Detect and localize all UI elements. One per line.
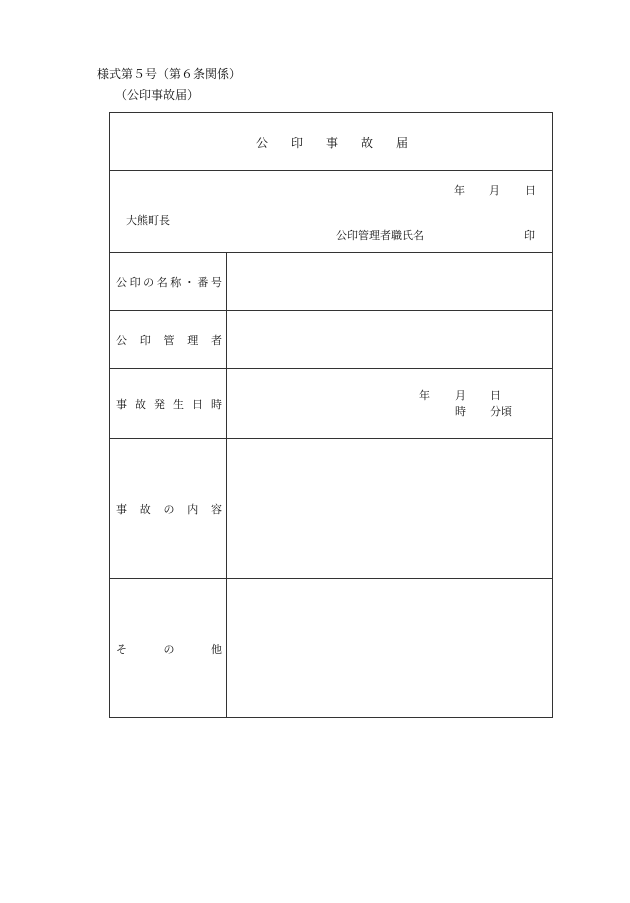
label-char: 生	[173, 398, 184, 411]
label-char: 時	[211, 398, 222, 411]
date-day: 日	[525, 184, 536, 197]
incident-year: 年	[419, 389, 430, 402]
form-name: （公印事故届）	[115, 88, 200, 102]
label-char: 他	[211, 643, 222, 656]
label-char: 印	[129, 276, 141, 289]
form-title-char: 故	[360, 136, 373, 150]
row-label-seal-manager	[116, 334, 222, 347]
label-char: 印	[139, 334, 151, 347]
label-char: 事	[116, 503, 127, 516]
label-char: 事	[116, 398, 127, 411]
label-char: 内	[187, 503, 199, 516]
divider	[110, 438, 552, 439]
label-char: 故	[139, 503, 151, 516]
row-label-incident-details	[116, 503, 222, 516]
form-title	[256, 136, 408, 150]
label-char: 故	[135, 398, 146, 411]
form-title-char: 印	[290, 136, 303, 150]
applicant-label: 公印管理者職氏名	[336, 229, 424, 242]
row-label-other	[116, 643, 222, 656]
form-title-char: 届	[395, 136, 408, 150]
row-label-incident-datetime	[116, 398, 222, 411]
date-year: 年	[454, 184, 465, 197]
label-char: 番	[197, 276, 209, 289]
row-label-seal-name	[116, 276, 222, 289]
date-month: 月	[489, 184, 500, 197]
seal-mark: 印	[524, 229, 535, 242]
column-divider	[226, 252, 227, 718]
label-char: 管	[163, 334, 175, 347]
form-title-char: 事	[325, 136, 338, 150]
divider	[110, 578, 552, 579]
label-char: 理	[187, 334, 199, 347]
label-char: 公	[116, 334, 127, 347]
incident-hour: 時	[455, 405, 466, 418]
divider	[110, 170, 552, 171]
form-title-char: 公	[256, 136, 269, 150]
divider	[110, 252, 552, 253]
addressee: 大熊町長	[126, 214, 170, 227]
divider	[110, 310, 552, 311]
form-table	[109, 112, 553, 718]
label-char: の	[163, 503, 175, 516]
label-char: ・	[183, 276, 195, 289]
form-number: 様式第５号（第６条関係）	[97, 67, 242, 81]
label-char: 容	[211, 503, 222, 516]
label-char: 称	[170, 276, 182, 289]
label-char: 者	[211, 334, 222, 347]
label-char: 名	[156, 276, 168, 289]
incident-month: 月	[455, 389, 466, 402]
label-char: の	[143, 276, 155, 289]
label-char: の	[163, 643, 175, 656]
label-char: 公	[116, 276, 127, 289]
incident-minute: 分頃	[490, 405, 512, 418]
label-char: 号	[210, 276, 222, 289]
divider	[110, 368, 552, 369]
incident-day: 日	[490, 389, 501, 402]
label-char: 発	[154, 398, 165, 411]
label-char: そ	[116, 643, 127, 656]
label-char: 日	[192, 398, 203, 411]
